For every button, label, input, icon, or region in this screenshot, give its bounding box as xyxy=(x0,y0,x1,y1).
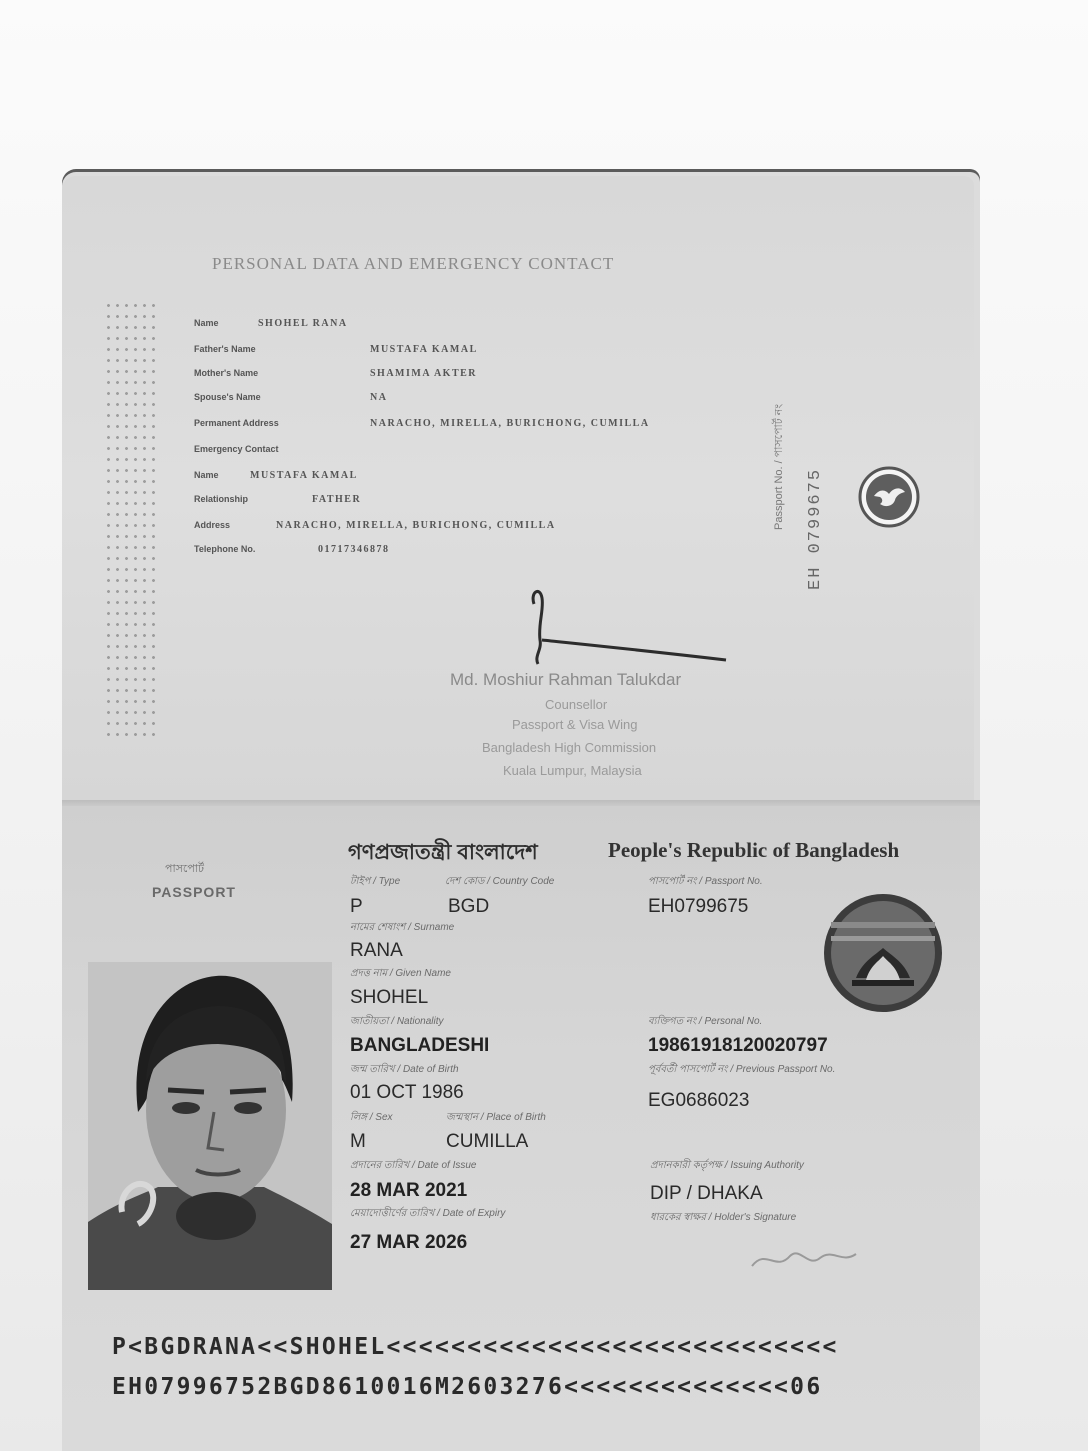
doc-type-bengali: পাসপোর্ট xyxy=(165,863,204,875)
label-telephone: Telephone No. xyxy=(194,544,256,554)
label-issue-date: প্রদানের তারিখ / Date of Issue xyxy=(350,1160,477,1171)
officer-dept: Passport & Visa Wing xyxy=(512,717,638,732)
doc-type-label: PASSPORT xyxy=(152,884,236,900)
value-authority: DIP / DHAKA xyxy=(650,1183,763,1204)
label-country-code: দেশ কোড / Country Code xyxy=(445,876,555,887)
label-address: Permanent Address xyxy=(194,418,279,428)
value-prev-passport: EG0686023 xyxy=(648,1090,750,1111)
label-prev-passport: পূর্ববর্তী পাসপোর্ট নং / Previous Passport No. xyxy=(648,1064,836,1075)
mrz-line-2: EH07996752BGD8610016M2603276<<<<<<<<<<<<<<06 xyxy=(112,1374,823,1400)
value-name: SHOHEL RANA xyxy=(258,318,348,329)
label-contact-address: Address xyxy=(194,520,231,530)
label-holder-signature: ধারকের স্বাক্ষর / Holder's Signature xyxy=(650,1212,797,1223)
label-name: Name xyxy=(194,318,219,328)
label-personal-no: ব্যক্তিগত নং / Personal No. xyxy=(648,1016,763,1027)
label-father: Father's Name xyxy=(194,344,256,354)
holder-photo xyxy=(88,962,332,1290)
country-name-english: People's Republic of Bangladesh xyxy=(608,838,900,862)
value-nationality: BANGLADESHI xyxy=(350,1035,490,1056)
value-telephone: 01717346878 xyxy=(318,544,390,555)
value-given-name: SHOHEL xyxy=(350,987,429,1008)
side-passport-number: EH 0799675 xyxy=(806,467,825,590)
value-personal-no: 19861918120020797 xyxy=(648,1035,828,1056)
label-relationship: Relationship xyxy=(194,494,249,504)
label-contact-name: Name xyxy=(194,470,219,480)
value-mother: SHAMIMA AKTER xyxy=(370,368,478,379)
country-name-bengali: গণপ্রজাতন্ত্রী বাংলাদেশ xyxy=(348,841,538,864)
label-spouse: Spouse's Name xyxy=(194,392,261,402)
value-sex: M xyxy=(350,1131,366,1152)
label-nationality: জাতীয়তা / Nationality xyxy=(350,1016,444,1027)
label-place-of-birth: জন্মস্থান / Place of Birth xyxy=(446,1112,546,1123)
label-dob: জন্ম তারিখ / Date of Birth xyxy=(350,1064,459,1075)
value-passport-no: EH0799675 xyxy=(648,896,749,917)
label-type: টাইপ / Type xyxy=(350,876,401,887)
value-surname: RANA xyxy=(350,940,403,961)
value-spouse: NA xyxy=(370,392,388,403)
label-mother: Mother's Name xyxy=(194,368,259,378)
national-emblem-hologram-icon xyxy=(822,892,944,1014)
side-passport-label: Passport No. / পাসপোর্ট নং xyxy=(773,403,785,530)
value-issue-date: 28 MAR 2021 xyxy=(350,1180,468,1201)
mrz-line-1: P<BGDRANA<<SHOHEL<<<<<<<<<<<<<<<<<<<<<<<<<<<< xyxy=(112,1334,839,1360)
perforation-number xyxy=(104,300,156,740)
portrait-icon xyxy=(88,962,332,1290)
value-place-of-birth: CUMILLA xyxy=(446,1131,529,1152)
label-surname: নামের শেষাংশ / Surname xyxy=(350,922,455,933)
value-expiry: 27 MAR 2026 xyxy=(350,1232,468,1253)
label-authority: প্রদানকারী কর্তৃপক্ষ / Issuing Authority xyxy=(650,1160,804,1171)
label-sex: লিঙ্গ / Sex xyxy=(350,1112,393,1123)
label-expiry: মেয়াদোত্তীর্ণের তারিখ / Date of Expiry xyxy=(350,1208,506,1219)
value-father: MUSTAFA KAMAL xyxy=(370,344,478,355)
label-passport-no: পাসপোর্ট নং / Passport No. xyxy=(648,876,763,887)
label-given-name: প্রদত্ত নাম / Given Name xyxy=(350,968,451,979)
value-relationship: FATHER xyxy=(312,494,362,505)
officer-city: Kuala Lumpur, Malaysia xyxy=(503,763,642,778)
value-contact-address: NARACHO, MIRELLA, BURICHONG, CUMILLA xyxy=(276,520,556,531)
value-address: NARACHO, MIRELLA, BURICHONG, CUMILLA xyxy=(370,418,650,429)
value-dob: 01 OCT 1986 xyxy=(350,1082,464,1103)
officer-office: Bangladesh High Commission xyxy=(482,740,657,755)
holder-signature-icon xyxy=(746,1238,876,1278)
value-country-code: BGD xyxy=(448,896,490,917)
value-contact-name: MUSTAFA KAMAL xyxy=(250,470,358,481)
value-type: P xyxy=(350,896,363,917)
personal-page-title: PERSONAL DATA AND EMERGENCY CONTACT xyxy=(212,254,615,273)
officer-signature-icon xyxy=(520,584,740,674)
label-emergency: Emergency Contact xyxy=(194,444,279,454)
officer-title: Counsellor xyxy=(545,697,608,712)
bird-seal-icon xyxy=(858,466,920,528)
officer-name: Md. Moshiur Rahman Talukdar xyxy=(450,670,682,689)
